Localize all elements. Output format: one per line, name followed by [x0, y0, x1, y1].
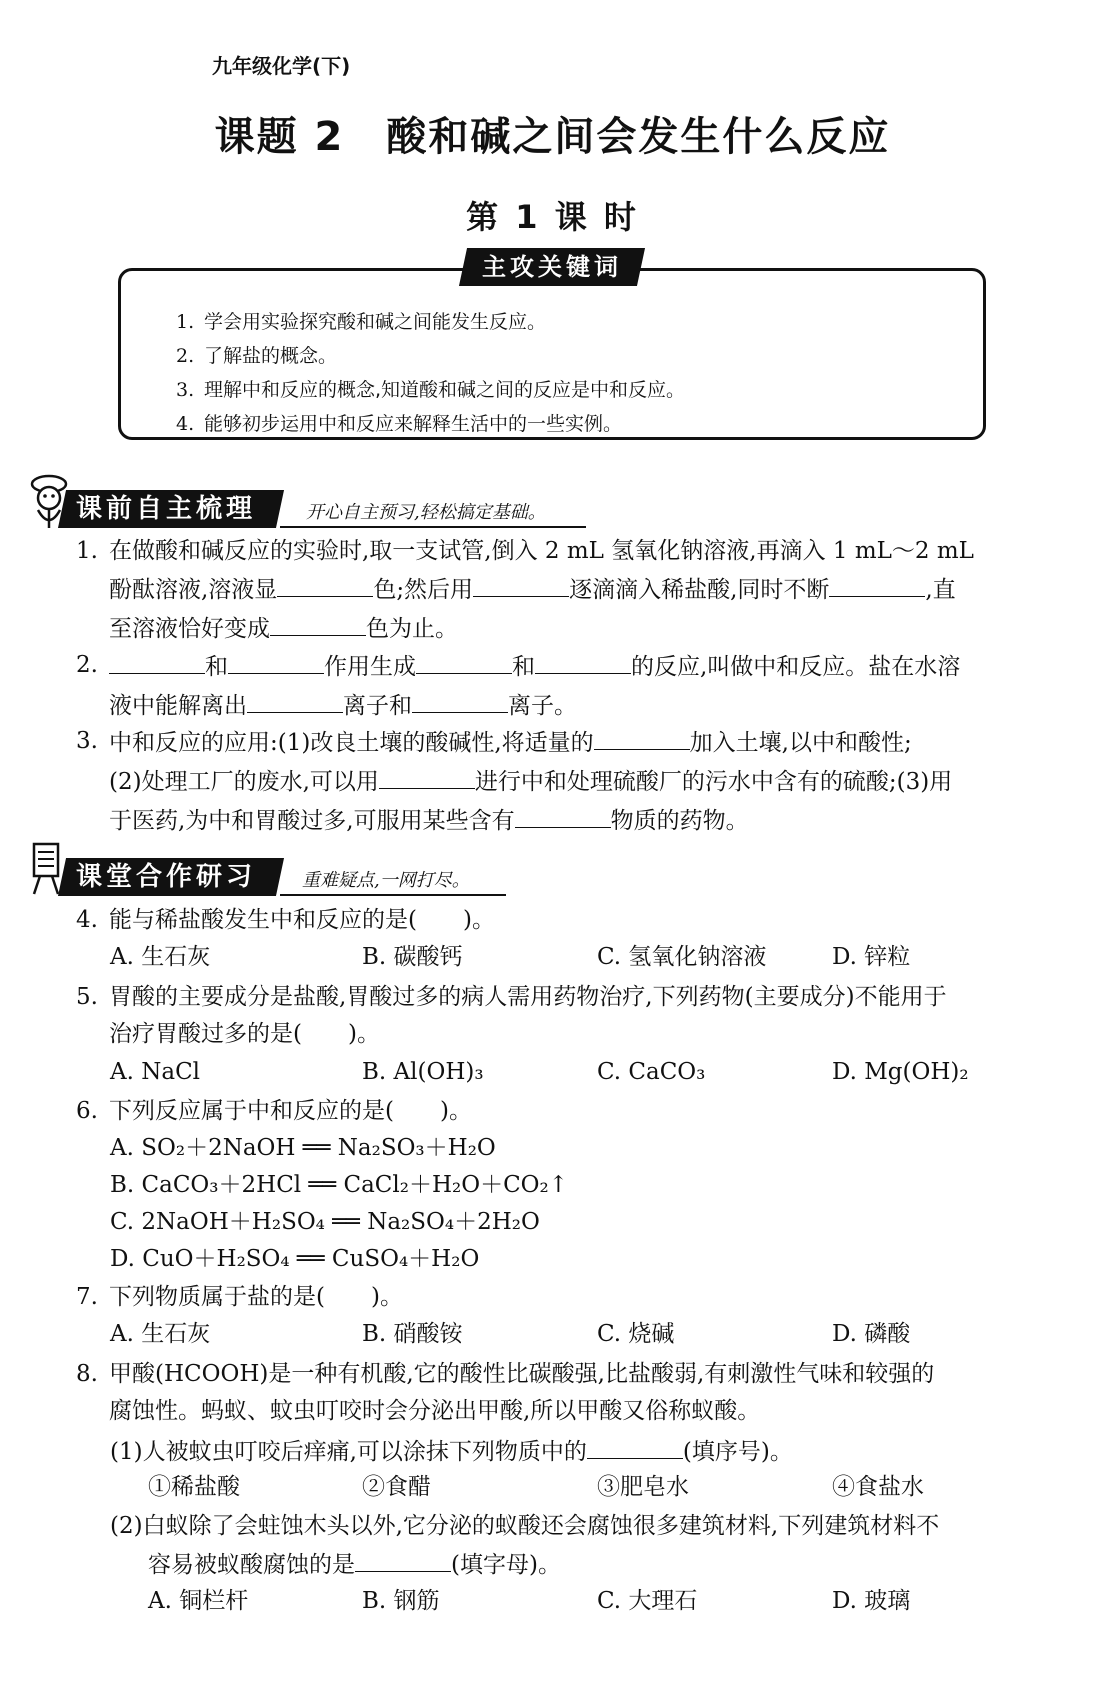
objective-item — [176, 307, 546, 334]
question-1 — [76, 533, 1086, 648]
option[interactable]: D. 玻璃 — [832, 1588, 911, 1614]
option[interactable]: A. 生石灰 — [110, 944, 211, 970]
option[interactable]: ②食醋 — [362, 1474, 431, 1500]
objective-item — [176, 409, 622, 436]
question-number: 7. — [76, 1284, 98, 1310]
question-text: 色;然后用 — [373, 577, 474, 603]
objective-text: 理解中和反应的概念,知道酸和碱之间的反应是中和反应。 — [204, 379, 686, 401]
answer-blank[interactable] — [270, 609, 366, 636]
page-header: 九年级化学(下) — [212, 54, 351, 78]
question-text: (填序号)。 — [682, 1439, 793, 1465]
answer-blank[interactable] — [587, 1432, 683, 1459]
option[interactable]: B. 硝酸铵 — [362, 1321, 463, 1347]
question-number: 8. — [76, 1361, 98, 1387]
question-text: 液中能解离出 — [109, 693, 247, 719]
option[interactable]: ①稀盐酸 — [148, 1474, 240, 1500]
question-text: 在做酸和碱反应的实验时,取一支试管,倒入 2 mL 氢氧化钠溶液,再滴入 1 mL～2 mL — [109, 538, 974, 564]
option[interactable]: A. 铜栏杆 — [148, 1588, 249, 1614]
question-number: 4. — [76, 907, 98, 933]
question-text: 和 — [512, 654, 535, 680]
objectives-tag — [459, 248, 645, 286]
section-preview-subtitle: 开心自主预习,轻松搞定基础。 — [306, 502, 546, 523]
option[interactable]: B. 碳酸钙 — [362, 944, 463, 970]
option[interactable]: C. 2NaOH＋H₂SO₄ ══ Na₂SO₄＋2H₂O — [110, 1209, 540, 1235]
option[interactable]: D. 磷酸 — [832, 1321, 911, 1347]
option[interactable]: B. CaCO₃＋2HCl ══ CaCl₂＋H₂O＋CO₂↑ — [110, 1172, 569, 1198]
objective-num: 4. — [176, 413, 195, 435]
question-text: 物质的药物。 — [610, 808, 749, 834]
question-4 — [76, 902, 1086, 939]
section-classwork-bar — [58, 858, 284, 896]
objective-num: 2. — [176, 345, 195, 367]
question-text: 和 — [205, 654, 228, 680]
answer-blank[interactable] — [355, 1545, 451, 1572]
question-text: 逐滴滴入稀盐酸,同时不断 — [569, 577, 830, 603]
subquestion-2: (2)白蚁除了会蛀蚀木头以外,它分泌的蚁酸还会腐蚀很多建筑材料,下列建筑材料不 — [110, 1513, 940, 1539]
subquestion-1 — [110, 1432, 793, 1471]
objective-item — [176, 375, 685, 402]
option[interactable]: C. 氢氧化钠溶液 — [597, 944, 767, 970]
option[interactable]: D. 锌粒 — [832, 944, 911, 970]
question-8 — [76, 1356, 1086, 1430]
option[interactable]: A. NaCl — [110, 1059, 201, 1085]
question-text: 酚酞溶液,溶液显 — [109, 577, 278, 603]
objective-text: 学会用实验探究酸和碱之间能发生反应。 — [204, 311, 547, 333]
objective-num: 3. — [176, 379, 195, 401]
option[interactable]: D. Mg(OH)₂ — [832, 1059, 969, 1085]
answer-blank[interactable] — [594, 723, 690, 750]
answer-blank[interactable] — [515, 801, 611, 828]
answer-blank[interactable] — [247, 686, 343, 713]
page-title: 课题 2 酸和碱之间会发生什么反应 — [214, 114, 891, 160]
section-classwork-underline — [280, 894, 506, 896]
question-6 — [76, 1093, 1086, 1130]
question-text: 胃酸的主要成分是盐酸,胃酸过多的病人需用药物治疗,下列药物(主要成分)不能用于 — [109, 984, 947, 1010]
question-text: 甲酸(HCOOH)是一种有机酸,它的酸性比碳酸强,比盐酸弱,有刺激性气味和较强的 — [109, 1361, 935, 1387]
option[interactable]: ④食盐水 — [832, 1474, 924, 1500]
question-text: 进行中和处理硫酸厂的污水中含有的硫酸;(3)用 — [474, 769, 953, 795]
section-classwork-title: 课堂合作研习 — [76, 862, 257, 892]
answer-blank[interactable] — [109, 647, 205, 674]
subquestion-2-cont — [148, 1545, 561, 1584]
option[interactable]: B. Al(OH)₃ — [362, 1059, 484, 1085]
objectives-tag-label: 主攻关键词 — [482, 253, 622, 281]
objective-item — [176, 341, 337, 368]
question-3 — [76, 723, 1086, 840]
question-number: 1. — [76, 538, 98, 564]
question-text: 离子。 — [508, 693, 577, 719]
answer-blank[interactable] — [277, 570, 373, 597]
option[interactable]: D. CuO＋H₂SO₄ ══ CuSO₄＋H₂O — [110, 1246, 480, 1272]
question-text: 下列反应属于中和反应的是( )。 — [109, 1098, 472, 1124]
question-text: (填字母)。 — [451, 1552, 561, 1578]
section-preview-underline — [280, 526, 586, 528]
question-2 — [76, 647, 1086, 725]
option[interactable]: A. SO₂＋2NaOH ══ Na₂SO₃＋H₂O — [110, 1135, 496, 1161]
question-number: 5. — [76, 984, 98, 1010]
answer-blank[interactable] — [228, 647, 324, 674]
question-text: 于医药,为中和胃酸过多,可服用某些含有 — [109, 808, 515, 834]
option[interactable]: C. 大理石 — [597, 1588, 698, 1614]
objective-text: 能够初步运用中和反应来解释生活中的一些实例。 — [204, 413, 623, 435]
question-text: 中和反应的应用:(1)改良土壤的酸碱性,将适量的 — [109, 730, 594, 756]
question-text: 容易被蚁酸腐蚀的是 — [148, 1552, 355, 1578]
answer-blank[interactable] — [829, 570, 925, 597]
question-text: 色为止。 — [366, 616, 458, 642]
question-number: 2. — [76, 652, 98, 678]
question-text: 的反应,叫做中和反应。盐在水溶 — [631, 654, 961, 680]
question-text: 离子和 — [343, 693, 412, 719]
question-text: 至溶液恰好变成 — [109, 616, 270, 642]
section-classwork-subtitle: 重难疑点,一网打尽。 — [302, 870, 470, 891]
answer-blank[interactable] — [473, 570, 569, 597]
option[interactable]: ③肥皂水 — [597, 1474, 689, 1500]
question-text: 腐蚀性。蚂蚁、蚊虫叮咬时会分泌出甲酸,所以甲酸又俗称蚁酸。 — [109, 1398, 761, 1424]
lesson-subtitle: 第 1 课 时 — [466, 198, 639, 236]
answer-blank[interactable] — [379, 762, 475, 789]
question-text: 作用生成 — [324, 654, 416, 680]
question-text: ,直 — [925, 577, 956, 603]
question-number: 6. — [76, 1098, 98, 1124]
objective-num: 1. — [176, 311, 195, 333]
question-text: 治疗胃酸过多的是( )。 — [109, 1021, 380, 1047]
question-text: 加入土壤,以中和酸性; — [689, 730, 912, 756]
answer-blank[interactable] — [416, 647, 512, 674]
question-text: (1)人被蚊虫叮咬后痒痛,可以涂抹下列物质中的 — [110, 1439, 587, 1465]
question-5 — [76, 979, 1086, 1053]
option[interactable]: C. 烧碱 — [597, 1321, 675, 1347]
section-preview-title: 课前自主梳理 — [76, 494, 257, 524]
answer-blank[interactable] — [412, 686, 508, 713]
option[interactable]: C. CaCO₃ — [597, 1059, 706, 1085]
section-preview-bar — [58, 490, 284, 528]
question-7 — [76, 1279, 1086, 1316]
option[interactable]: B. 钢筋 — [362, 1588, 440, 1614]
option[interactable]: A. 生石灰 — [110, 1321, 211, 1347]
question-text: (2)处理工厂的废水,可以用 — [109, 769, 379, 795]
answer-blank[interactable] — [535, 647, 631, 674]
question-text: 下列物质属于盐的是( )。 — [109, 1284, 403, 1310]
question-text: 能与稀盐酸发生中和反应的是( )。 — [109, 907, 495, 933]
objective-text: 了解盐的概念。 — [204, 345, 338, 367]
question-number: 3. — [76, 728, 98, 754]
